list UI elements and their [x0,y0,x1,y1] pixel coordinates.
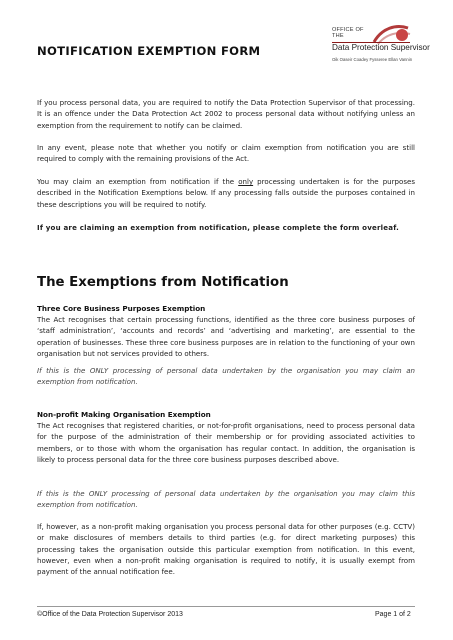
only-emphasis: only [238,177,254,186]
form-title: NOTIFICATION EXEMPTION FORM [37,44,261,58]
core-heading: Three Core Business Purposes Exemption [37,304,206,313]
intro-text-1: If you process personal data, you are required to notify the Data Protection Supervisor of that processing. It is an offence under the Data Protection Act 2002 to process personal data without notifying unless an exemption from the requirement to notify can be claimed. [37,98,415,130]
core-note: If this is the ONLY processing of personal data undertaken by the organisation you may claim an exemption from notification. [37,366,415,387]
footer-page-number: Page 1 of 2 [375,611,411,618]
core-body: The Act recognises that certain processing functions, identified as the three core business purposes of ‘staff administration’, ‘accounts and records’ and ‘advertising and marketing’, are essential to the operation of businesses. These three core business purposes are in relation to the functioning of your own organisation but not services provided to others. [37,315,415,358]
intro-text-2: In any event, please note that whether you notify or claim exemption from notification you are still required to comply with the remaining provisions of the Act. [37,143,415,164]
intro-paragraph-4 [37,222,415,233]
intro-instruction: If you are claiming an exemption from notification, please complete the form overleaf. [37,223,399,232]
intro-paragraph-2 [37,142,415,165]
section-title: The Exemptions from Notification [37,275,289,290]
nonprofit-note: If this is the ONLY processing of personal data undertaken by the organisation you may claim this exemption from notification. [37,489,415,510]
nonprofit-paragraph-2 [37,521,415,577]
nonprofit-body-2: If, however, as a non-profit making organisation you process personal data for other purposes (e.g. CCTV) or make disclosures of members details to third parties (e.g. for direct marketing purposes) this processing takes the organisation outside this particular exemption from notification. In this event, however, even when a non-profit making organisation is required to notify, it is usually exempt from payment of the annual notification fee. [37,522,415,577]
nonprofit-note-block [37,488,415,511]
intro-paragraph-3 [37,176,415,210]
logo-manx-name: Oik Oaseir Coadey Fysseree Ellan Vannin [332,57,413,62]
nonprofit-heading: Non-profit Making Organisation Exemption [37,410,211,419]
intro-text-3 [37,176,415,210]
intro-paragraph-1 [37,97,415,131]
core-note-block [37,365,415,388]
footer-copyright: ©Office of the Data Protection Supervisor 2013 [37,611,183,618]
logo-name: Data Protection Supervisor [332,43,430,52]
footer-rule [37,606,415,607]
nonprofit-section [37,409,415,465]
intro-text-3-start: You may claim an exemption from notification if the [37,177,239,186]
core-section [37,303,415,359]
nonprofit-body: The Act recognises that registered charities, or not-for-profit organisations, need to process personal data for the purpose of the administration of their membership or for providing associated activities to members, or to those with whom the organisation has regular contact. In addition, the organisation is likely to process personal data for the three core business purposes described above. [37,421,415,464]
logo [332,22,450,74]
intro-text-3-end: processing undertaken is for the purposes described in the Notification Exemptions below. If any processing falls outside the purposes contained in these descriptions you will be required to notify. [37,177,415,209]
logo-office-of-the: OFFICE OF THE [332,27,364,39]
